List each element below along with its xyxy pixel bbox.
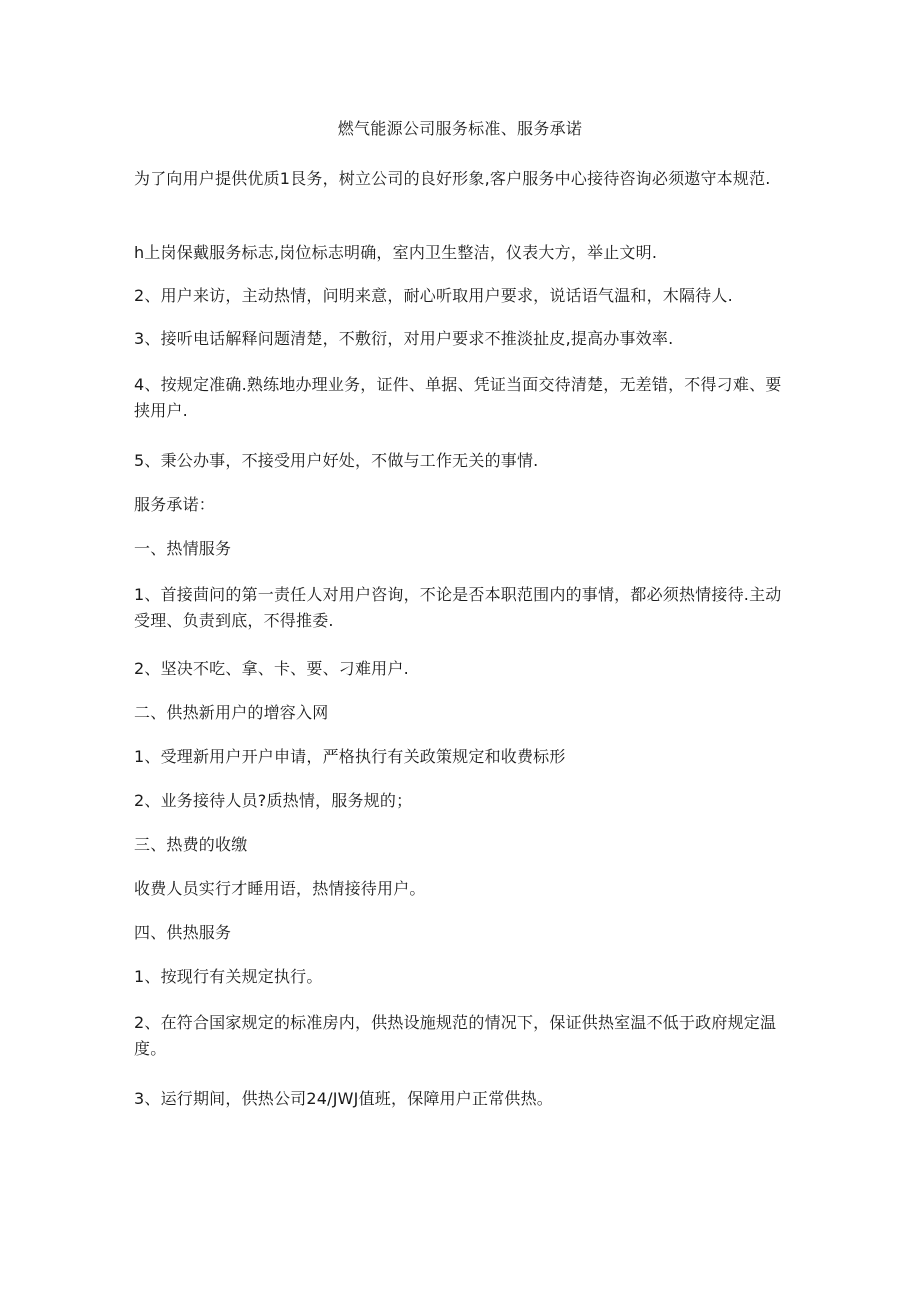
commitment-heading: 服务承诺： — [134, 495, 216, 514]
section-3-heading: 三、热费的收缴 — [134, 835, 248, 854]
section-2-item-1: 1、受理新用户开户申请，严格执行有关政策规定和收费标形 — [134, 747, 566, 766]
rule-5-paragraph: 5、秉公办事，不接受用户好处，不做与工作无关的事情. — [134, 451, 539, 470]
section-4-item-3: 3、运行期间，供热公司24/JWJ值班，保障用户正常供热。 — [134, 1089, 553, 1108]
rule-3-paragraph: 3、接听电话解释问题清楚，不敷衍，对用户要求不推淡扯皮,提高办事效率. — [134, 329, 674, 348]
intro-paragraph: 为了向用户提供优质1艮务，树立公司的良好形象,客户服务中心接待咨询必须遨守本规范. — [134, 169, 771, 188]
document-title: 燃气能源公司服务标准、服务承诺 — [337, 119, 583, 138]
section-3-item-1: 收费人员实行才睡用语，热情接待用户。 — [134, 879, 426, 898]
rule-4-paragraph: 4、按规定准确.熟练地办理业务，证件、单据、凭证当面交待清楚，无差错，不得刁难、要挟用户. — [134, 375, 782, 420]
section-1-item-1: 1、首接茴问的第一责任人对用户咨询，不论是否本职范围内的事情，都必须热情接待.主动受理、负责到底，不得推委. — [134, 585, 782, 630]
section-2-heading: 二、供热新用户的增容入网 — [134, 703, 329, 722]
rule-2-paragraph: 2、用户来访，主动热情，问明来意，耐心听取用户要求，说话语气温和，木隔待人. — [134, 286, 733, 305]
section-2-item-2: 2、业务接待人员?质热情，服务规的； — [134, 791, 413, 810]
section-4-heading: 四、供热服务 — [134, 923, 232, 942]
rule-1-paragraph: h上岗保戴服务标志,岗位标志明确，室内卫生整洁，仪表大方，举止文明. — [134, 243, 658, 262]
section-1-item-2: 2、坚决不吃、拿、卡、要、刁难用户. — [134, 659, 409, 678]
section-4-item-1: 1、按现行有关规定执行。 — [134, 967, 323, 986]
section-4-item-2: 2、在符合国家规定的标准房内，供热设施规范的情况下，保证供热室温不低于政府规定温度。 — [134, 1013, 777, 1058]
section-1-heading: 一、热情服务 — [134, 539, 232, 558]
